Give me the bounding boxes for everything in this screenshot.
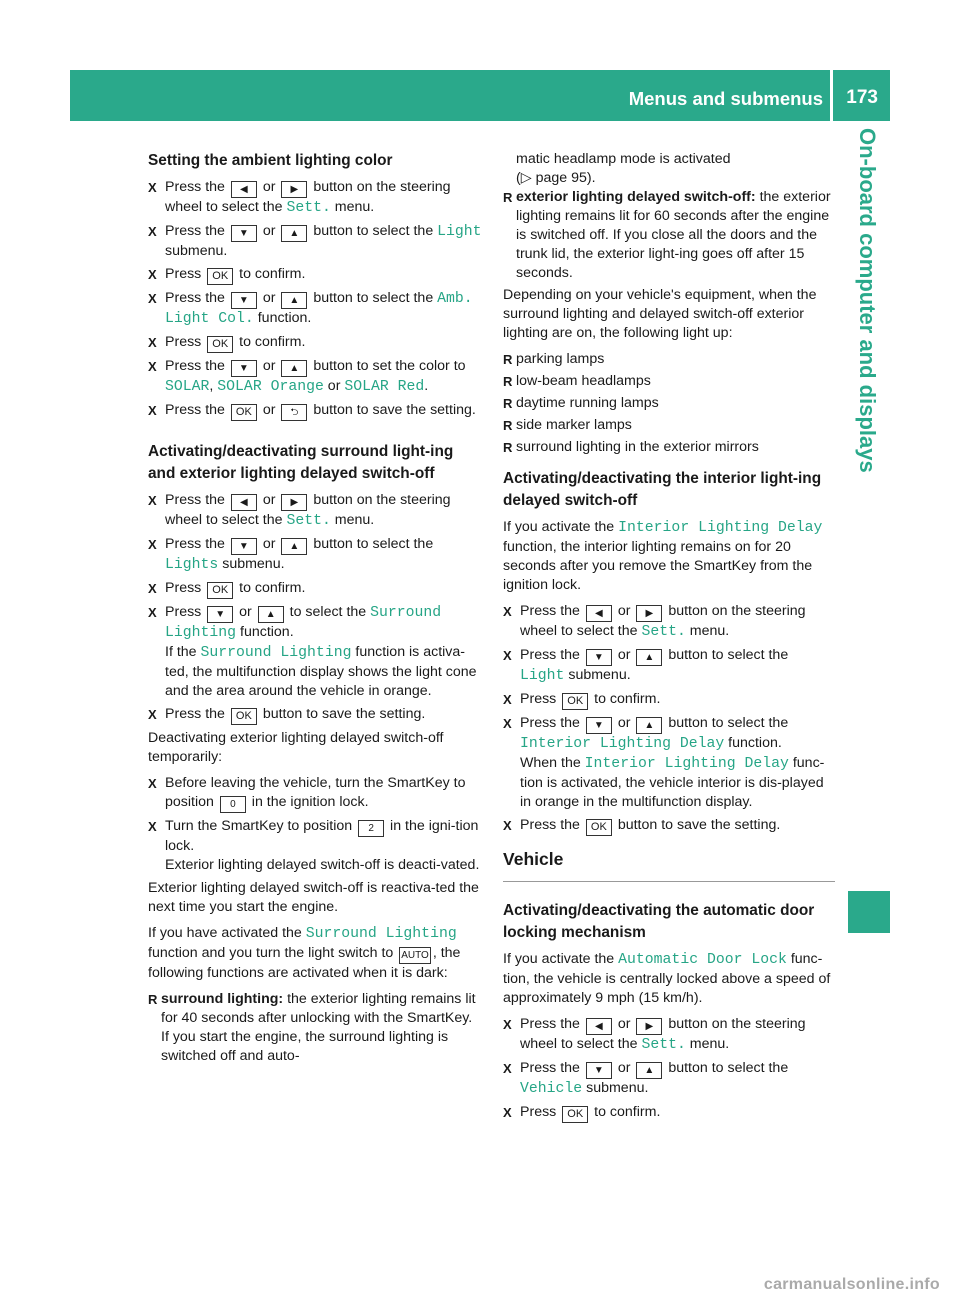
menu-code: SOLAR Red <box>344 379 425 395</box>
page-number: 173 <box>846 87 878 108</box>
step: X Press the ▼ or ▲ button to select the Amb. Light Col. function. <box>148 289 483 329</box>
ok-icon: OK <box>207 336 233 353</box>
menu-code: Surround Lighting <box>200 645 352 661</box>
menu-code: Sett. <box>286 200 331 216</box>
menu-code: Lighting <box>165 625 237 641</box>
heading-ambient-color: Setting the ambient lighting color <box>148 152 393 169</box>
right-column <box>503 150 835 1127</box>
bullet-item: R parking lamps <box>503 350 835 369</box>
header-divider <box>830 70 833 121</box>
bullet-item: R low-beam headlamps <box>503 372 835 391</box>
paragraph: Depending on your vehicle's equipment, when the surround lighting and delayed switch-off exterior lighting are on, the following light up: <box>503 287 817 341</box>
menu-code: Lights <box>165 557 219 573</box>
up-arrow-icon: ▲ <box>636 717 662 734</box>
down-arrow-icon: ▼ <box>231 292 257 309</box>
ignition-position-2-icon: 2 <box>358 820 384 837</box>
paragraph: If you activate the Interior Lighting Delay function, the interior lighting remains on for 20 seconds after you remove the SmartKey from the ignition lock. <box>503 519 823 593</box>
up-arrow-icon: ▲ <box>281 360 307 377</box>
ok-icon: OK <box>231 404 257 421</box>
step: X Press the ▼ or ▲ button to select the Interior Lighting Delay function. When the Interior Lighting Delay func-tion is activated, the vehicle interior is dis-played in orange in the multifunction display. <box>503 714 835 812</box>
paragraph: Exterior lighting delayed switch-off is reactiva-ted the next time you start the engine. <box>148 880 479 915</box>
step: X Press OK to confirm. <box>503 1103 835 1123</box>
left-arrow-icon: ◀ <box>586 605 612 622</box>
chapter-marker <box>848 891 890 933</box>
down-arrow-icon: ▼ <box>231 538 257 555</box>
step: X Press OK to confirm. <box>148 579 483 599</box>
right-arrow-icon: ▶ <box>636 605 662 622</box>
right-arrow-icon: ▶ <box>281 181 307 198</box>
up-arrow-icon: ▲ <box>636 1062 662 1079</box>
paragraph: If you have activated the Surround Lighting function and you turn the light switch to AUTO , the following functions are activated when it is dark: <box>148 925 461 981</box>
ok-icon: OK <box>231 708 257 725</box>
back-icon: ⮌ <box>281 404 307 421</box>
step: X Before leaving the vehicle, turn the SmartKey to position 0 in the ignition lock. <box>148 774 483 813</box>
ok-icon: OK <box>207 582 233 599</box>
left-arrow-icon: ◀ <box>231 181 257 198</box>
menu-code: Automatic Door Lock <box>618 952 787 968</box>
up-arrow-icon: ▲ <box>636 649 662 666</box>
down-arrow-icon: ▼ <box>207 606 233 623</box>
menu-code: SOLAR <box>165 379 210 395</box>
step: X Press the ◀ or ▶ button on the steering wheel to select the Sett. menu. <box>148 491 483 531</box>
step: X Press the ◀ or ▶ button on the steering wheel to select the Sett. menu. <box>148 178 483 218</box>
up-arrow-icon: ▲ <box>258 606 284 623</box>
menu-code: SOLAR Orange <box>217 379 324 395</box>
left-arrow-icon: ◀ <box>231 494 257 511</box>
right-arrow-icon: ▶ <box>281 494 307 511</box>
heading-interior-lighting: Activating/deactivating the interior light-ing delayed switch-off <box>503 470 822 509</box>
chapter-sidebar <box>844 128 890 828</box>
watermark: carmanualsonline.info <box>763 1276 940 1293</box>
ignition-position-0-icon: 0 <box>220 796 246 813</box>
down-arrow-icon: ▼ <box>231 225 257 242</box>
step: X Turn the SmartKey to position 2 in the igni-tion lock. Exterior lighting delayed switch-off is deacti-vated. <box>148 817 483 875</box>
left-column <box>148 150 483 1069</box>
menu-code: Vehicle <box>520 1081 583 1097</box>
left-arrow-icon: ◀ <box>586 1018 612 1035</box>
heading-door-locking: Activating/deactivating the automatic door locking mechanism <box>503 902 815 941</box>
continued-text: matic headlamp mode is activated (▷ page 95). <box>516 151 731 186</box>
menu-code: Surround <box>370 605 442 621</box>
right-arrow-icon: ▶ <box>636 1018 662 1035</box>
heading-vehicle: Vehicle <box>503 850 835 882</box>
ok-icon: OK <box>586 819 612 836</box>
up-arrow-icon: ▲ <box>281 292 307 309</box>
menu-code: Light <box>437 224 482 240</box>
bullet-item: R surround lighting in the exterior mirrors <box>503 438 835 457</box>
step: X Press the ▼ or ▲ button to select the Light submenu. <box>148 222 483 261</box>
step: X Press OK to confirm. <box>503 690 835 710</box>
section-title: Menus and submenus <box>628 88 823 109</box>
up-arrow-icon: ▲ <box>281 225 307 242</box>
menu-code: Sett. <box>641 1037 686 1053</box>
step: X Press the ▼ or ▲ button to select the Lights submenu. <box>148 535 483 575</box>
down-arrow-icon: ▼ <box>586 717 612 734</box>
ok-icon: OK <box>207 268 233 285</box>
ok-icon: OK <box>562 1106 588 1123</box>
step: X Press the OK button to save the setting. <box>148 705 483 725</box>
page-header-bar <box>70 70 890 121</box>
step: X Press the ▼ or ▲ button to select the Vehicle submenu. <box>503 1059 835 1099</box>
step: X Press the OK button to save the setting. <box>503 816 835 836</box>
step: X Press OK to confirm. <box>148 265 483 285</box>
menu-code: Interior Lighting Delay <box>584 756 789 772</box>
down-arrow-icon: ▼ <box>586 1062 612 1079</box>
bullet-item: R daytime running lamps <box>503 394 835 413</box>
step: X Press the ◀ or ▶ button on the steering wheel to select the Sett. menu. <box>503 602 835 642</box>
step: X Press the ▼ or ▲ button to set the color to SOLAR, SOLAR Orange or SOLAR Red. <box>148 357 483 397</box>
menu-code: Amb. Light Col. <box>165 291 473 327</box>
up-arrow-icon: ▲ <box>281 538 307 555</box>
menu-code: Interior Lighting Delay <box>520 736 725 752</box>
menu-code: Surround Lighting <box>305 926 457 942</box>
menu-code: Sett. <box>641 624 686 640</box>
down-arrow-icon: ▼ <box>231 360 257 377</box>
step: X Press ▼ or ▲ to select the Surround Lighting function. If the Surround Lighting function is activa-ted, the multifunction display shows the light cone and the area around the vehicle in orange. <box>148 603 483 701</box>
menu-code: Sett. <box>286 513 331 529</box>
step: X Press OK to confirm. <box>148 333 483 353</box>
menu-code: Interior Lighting Delay <box>618 520 823 536</box>
step: X Press the ▼ or ▲ button to select the Light submenu. <box>503 646 835 686</box>
ok-icon: OK <box>562 693 588 710</box>
heading-surround-lighting: Activating/deactivating surround light-ing and exterior lighting delayed switch-off <box>148 443 454 482</box>
chapter-label: On-board computer and displays <box>855 128 880 473</box>
down-arrow-icon: ▼ <box>586 649 612 666</box>
menu-code: Light <box>520 668 565 684</box>
paragraph: Deactivating exterior lighting delayed switch-off temporarily: <box>148 730 444 765</box>
auto-light-icon: AUTO <box>399 947 431 964</box>
step: X Press the ◀ or ▶ button on the steering wheel to select the Sett. menu. <box>503 1015 835 1055</box>
paragraph: If you activate the Automatic Door Lock func-tion, the vehicle is centrally locked above a speed of approximately 9 mph (15 km/h). <box>503 951 831 1006</box>
bullet-item: R surround lighting: the exterior lighting remains lit for 40 seconds after unlocking with the SmartKey. If you start the engine, the surround lighting is switched off and auto- <box>148 990 483 1066</box>
bullet-item: R side marker lamps <box>503 416 835 435</box>
bullet-item: R exterior lighting delayed switch-off: the exterior lighting remains lit for 60 seconds after the engine is switched off. If you close all the doors and the trunk lid, the exterior light-ing goes off after 15 seconds. <box>503 188 835 283</box>
step: X Press the OK or ⮌ button to save the setting. <box>148 401 483 421</box>
